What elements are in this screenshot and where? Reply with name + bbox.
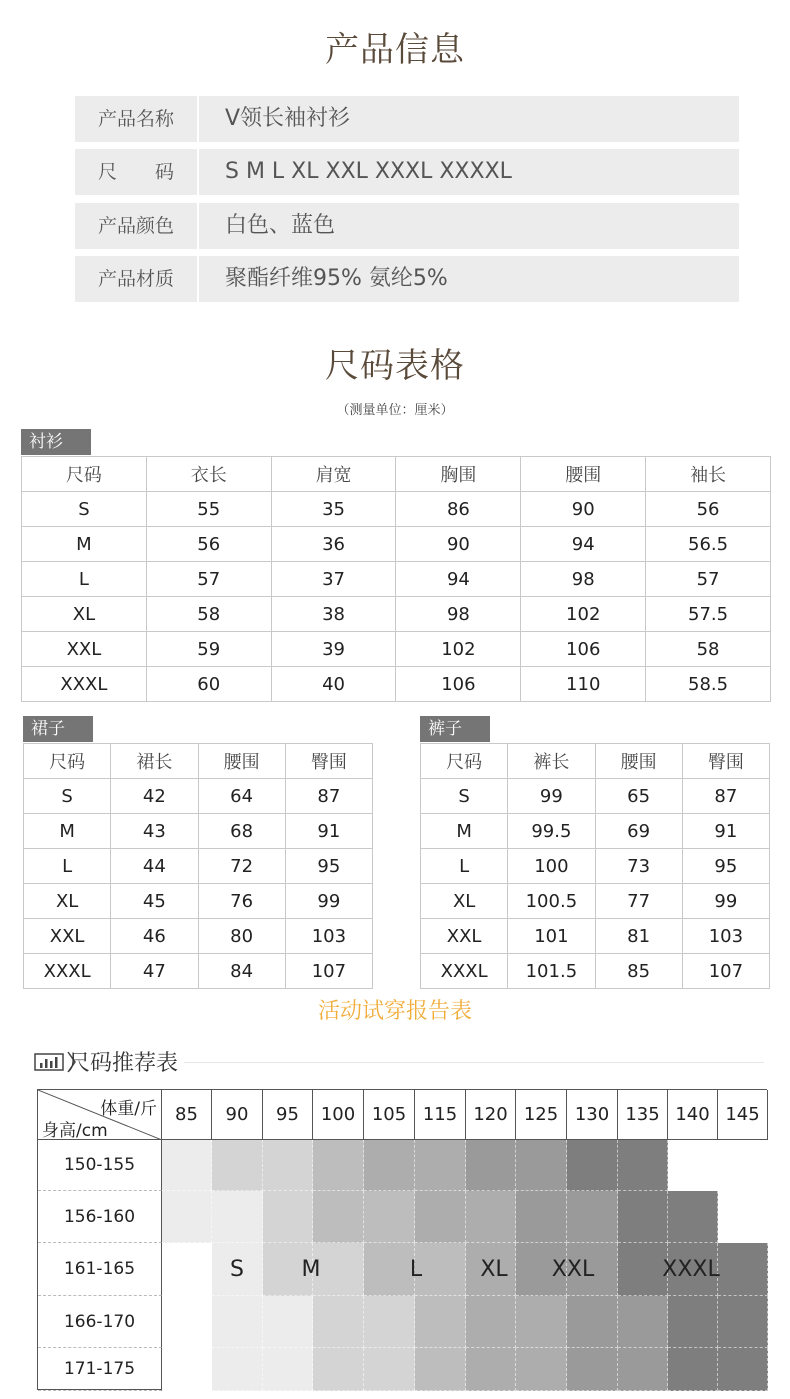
table-cell: 98 xyxy=(521,562,646,597)
table-header-cell: 裙长 xyxy=(111,744,198,779)
size-zone-cell xyxy=(263,1348,313,1391)
table-cell: 110 xyxy=(521,667,646,702)
table-row xyxy=(24,954,373,989)
info-value: 聚酯纤维95% 氨纶5% xyxy=(225,266,448,291)
table-cell: 106 xyxy=(521,632,646,667)
table-cell: 107 xyxy=(682,954,769,989)
skirt-tag: 裙子 xyxy=(23,716,93,742)
table-cell: 73 xyxy=(595,849,682,884)
table-cell: 94 xyxy=(396,562,521,597)
table-cell: 99 xyxy=(285,884,372,919)
table-header-cell: 肩宽 xyxy=(271,457,396,492)
table-cell: 100.5 xyxy=(508,884,595,919)
table-cell: 56 xyxy=(646,492,771,527)
size-zone-cell xyxy=(212,1140,263,1191)
size-chart-title: 尺码表格 xyxy=(325,346,465,386)
info-label: 产品名称 xyxy=(75,96,199,142)
info-label: 产品颜色 xyxy=(75,203,199,249)
table-cell: 42 xyxy=(111,779,198,814)
size-zone-cell xyxy=(212,1191,263,1243)
info-value: V领长袖衬衫 xyxy=(225,106,351,131)
weight-header: 95 xyxy=(263,1090,313,1140)
size-zone-cell xyxy=(668,1348,718,1391)
size-zone-cell xyxy=(618,1243,668,1296)
size-zone-cell xyxy=(415,1243,466,1296)
table-cell: M xyxy=(22,527,147,562)
size-zone-label: XL xyxy=(480,1257,508,1282)
table-cell: 103 xyxy=(682,919,769,954)
table-cell: 95 xyxy=(682,849,769,884)
info-row-color xyxy=(75,203,739,249)
table-row xyxy=(22,562,771,597)
table-cell: 101 xyxy=(508,919,595,954)
table-cell: 95 xyxy=(285,849,372,884)
table-header-cell: 袖长 xyxy=(646,457,771,492)
table-header-cell: 尺码 xyxy=(24,744,111,779)
table-cell: 100 xyxy=(508,849,595,884)
table-cell: M xyxy=(24,814,111,849)
table-cell: 98 xyxy=(396,597,521,632)
weight-header: 145 xyxy=(718,1090,768,1140)
table-header-row xyxy=(22,457,771,492)
info-row-material xyxy=(75,256,739,302)
size-zone-label: S xyxy=(230,1257,244,1282)
table-row xyxy=(22,632,771,667)
size-zone-cell xyxy=(313,1243,364,1296)
size-zone-label: XXXL xyxy=(662,1257,720,1282)
table-cell: S xyxy=(22,492,147,527)
table-cell: 86 xyxy=(396,492,521,527)
shirt-size-table xyxy=(21,456,771,702)
size-zone-cell xyxy=(313,1296,364,1348)
recommendation-title: 尺码推荐表 xyxy=(68,1051,179,1076)
table-cell: 58.5 xyxy=(646,667,771,702)
size-zone-cell xyxy=(364,1348,415,1391)
table-row xyxy=(24,849,373,884)
weight-header: 120 xyxy=(466,1090,516,1140)
table-cell: 102 xyxy=(396,632,521,667)
table-cell: 60 xyxy=(146,667,271,702)
divider xyxy=(184,1062,764,1063)
size-zone-cell xyxy=(364,1191,415,1243)
table-row xyxy=(24,779,373,814)
weight-header: 115 xyxy=(415,1090,466,1140)
size-zone-cell xyxy=(567,1140,618,1191)
table-cell: 36 xyxy=(271,527,396,562)
size-zone-cell xyxy=(212,1348,263,1391)
size-zone-cell xyxy=(162,1140,212,1191)
table-cell: XXXL xyxy=(22,667,147,702)
size-zone-cell xyxy=(415,1348,466,1391)
table-cell: L xyxy=(22,562,147,597)
size-zone-cell xyxy=(567,1296,618,1348)
table-cell: 77 xyxy=(595,884,682,919)
table-cell: 58 xyxy=(646,632,771,667)
size-zone-cell xyxy=(162,1296,212,1348)
size-zone-cell xyxy=(618,1296,668,1348)
info-row-name xyxy=(75,96,739,142)
size-zone-cell xyxy=(466,1296,516,1348)
size-zone-cell xyxy=(313,1191,364,1243)
activity-report-link[interactable]: 活动试穿报告表 xyxy=(317,999,472,1024)
table-cell: 101.5 xyxy=(508,954,595,989)
info-value: S M L XL XXL XXXL XXXXL xyxy=(225,159,512,184)
size-zone-cell xyxy=(718,1296,768,1348)
size-zone-cell xyxy=(516,1140,567,1191)
table-row xyxy=(22,597,771,632)
table-cell: 56 xyxy=(146,527,271,562)
table-cell: 43 xyxy=(111,814,198,849)
size-zone-cell xyxy=(162,1243,212,1296)
table-cell: 81 xyxy=(595,919,682,954)
size-recommendation-chart xyxy=(37,1089,767,1390)
size-zone-cell xyxy=(364,1243,415,1296)
size-zone-cell xyxy=(263,1140,313,1191)
table-cell: 72 xyxy=(198,849,285,884)
table-cell: 59 xyxy=(146,632,271,667)
size-zone-cell xyxy=(162,1191,212,1243)
skirt-size-table xyxy=(23,743,373,989)
pants-size-table xyxy=(420,743,770,989)
table-cell: XXL xyxy=(22,632,147,667)
size-zone-cell xyxy=(718,1140,768,1191)
table-cell: L xyxy=(421,849,508,884)
recommendation-header xyxy=(34,1046,764,1078)
table-cell: 99 xyxy=(682,884,769,919)
size-zone-cell xyxy=(415,1296,466,1348)
height-header: 171-175 xyxy=(38,1348,162,1391)
table-cell: 91 xyxy=(285,814,372,849)
table-cell: 39 xyxy=(271,632,396,667)
height-header: 156-160 xyxy=(38,1191,162,1243)
table-header-cell: 衣长 xyxy=(146,457,271,492)
table-header-cell: 腰围 xyxy=(198,744,285,779)
height-header: 161-165 xyxy=(38,1243,162,1296)
table-row xyxy=(22,527,771,562)
table-header-cell: 臀围 xyxy=(682,744,769,779)
size-zone-cell xyxy=(718,1191,768,1243)
product-info-title: 产品信息 xyxy=(325,30,465,70)
size-zone-cell xyxy=(516,1296,567,1348)
table-header-cell: 尺码 xyxy=(22,457,147,492)
size-zone-cell xyxy=(313,1140,364,1191)
table-cell: 107 xyxy=(285,954,372,989)
table-cell: L xyxy=(24,849,111,884)
info-value: 白色、蓝色 xyxy=(225,213,336,238)
size-zone-cell xyxy=(466,1348,516,1391)
table-cell: 45 xyxy=(111,884,198,919)
size-zone-label: L xyxy=(409,1257,423,1282)
table-cell: 57.5 xyxy=(646,597,771,632)
table-cell: 90 xyxy=(396,527,521,562)
table-cell: 57 xyxy=(146,562,271,597)
chart-icon xyxy=(34,1053,64,1071)
table-row xyxy=(22,667,771,702)
table-cell: 68 xyxy=(198,814,285,849)
size-zone-cell xyxy=(668,1140,718,1191)
size-zone-cell xyxy=(567,1191,618,1243)
table-cell: 102 xyxy=(521,597,646,632)
corner-header xyxy=(38,1090,162,1140)
table-cell: 76 xyxy=(198,884,285,919)
table-cell: 84 xyxy=(198,954,285,989)
weight-header: 90 xyxy=(212,1090,263,1140)
size-zone-cell xyxy=(668,1191,718,1243)
weight-header: 125 xyxy=(516,1090,567,1140)
table-cell: S xyxy=(24,779,111,814)
table-cell: 85 xyxy=(595,954,682,989)
table-header-cell: 尺码 xyxy=(421,744,508,779)
table-cell: XXL xyxy=(421,919,508,954)
table-row xyxy=(421,849,770,884)
size-zone-cell xyxy=(516,1191,567,1243)
size-zone-cell xyxy=(313,1348,364,1391)
weight-axis-label: 体重/斤 xyxy=(100,1099,157,1119)
table-cell: 44 xyxy=(111,849,198,884)
table-cell: 57 xyxy=(646,562,771,597)
table-cell: 40 xyxy=(271,667,396,702)
height-header: 166-170 xyxy=(38,1296,162,1348)
table-row xyxy=(24,884,373,919)
size-zone-cell xyxy=(718,1243,768,1296)
size-zone-cell xyxy=(263,1296,313,1348)
size-zone-cell xyxy=(466,1140,516,1191)
table-cell: 87 xyxy=(682,779,769,814)
weight-header: 135 xyxy=(618,1090,668,1140)
table-header-cell: 胸围 xyxy=(396,457,521,492)
height-header: 150-155 xyxy=(38,1140,162,1191)
weight-header: 105 xyxy=(364,1090,415,1140)
table-row xyxy=(24,919,373,954)
info-label: 产品材质 xyxy=(75,256,199,302)
table-cell: 90 xyxy=(521,492,646,527)
table-row xyxy=(22,492,771,527)
table-cell: 35 xyxy=(271,492,396,527)
size-zone-label: M xyxy=(301,1257,321,1282)
size-zone-cell xyxy=(415,1140,466,1191)
table-row xyxy=(421,919,770,954)
table-cell: 37 xyxy=(271,562,396,597)
size-zone-cell xyxy=(263,1191,313,1243)
size-zone-cell xyxy=(364,1296,415,1348)
table-cell: XL xyxy=(22,597,147,632)
table-cell: 91 xyxy=(682,814,769,849)
size-zone-cell xyxy=(364,1140,415,1191)
weight-header: 85 xyxy=(162,1090,212,1140)
size-zone-cell xyxy=(162,1348,212,1391)
table-header-cell: 臀围 xyxy=(285,744,372,779)
table-cell: S xyxy=(421,779,508,814)
table-row xyxy=(421,814,770,849)
table-cell: 106 xyxy=(396,667,521,702)
table-cell: 99 xyxy=(508,779,595,814)
size-zone-cell xyxy=(212,1296,263,1348)
table-row xyxy=(24,814,373,849)
table-row xyxy=(421,884,770,919)
info-row-size xyxy=(75,149,739,195)
table-row xyxy=(421,954,770,989)
table-cell: 87 xyxy=(285,779,372,814)
size-zone-cell xyxy=(668,1296,718,1348)
size-zone-cell xyxy=(415,1191,466,1243)
pants-tag: 裤子 xyxy=(420,716,490,742)
unit-note: （测量单位：厘米） xyxy=(336,403,454,418)
shirt-tag: 衬衫 xyxy=(21,429,91,455)
info-label: 尺 码 xyxy=(75,149,199,195)
height-axis-label: 身高/cm xyxy=(42,1121,108,1141)
size-zone-cell xyxy=(466,1191,516,1243)
table-cell: M xyxy=(421,814,508,849)
table-cell: 103 xyxy=(285,919,372,954)
table-cell: 58 xyxy=(146,597,271,632)
size-zone-label: XXL xyxy=(551,1257,595,1282)
weight-header: 140 xyxy=(668,1090,718,1140)
table-cell: 56.5 xyxy=(646,527,771,562)
size-zone-cell xyxy=(618,1348,668,1391)
table-cell: XXL xyxy=(24,919,111,954)
size-zone-cell xyxy=(567,1348,618,1391)
size-zone-cell xyxy=(718,1348,768,1391)
table-header-cell: 裤长 xyxy=(508,744,595,779)
table-header-cell: 腰围 xyxy=(595,744,682,779)
table-cell: XXXL xyxy=(24,954,111,989)
table-header-row xyxy=(421,744,770,779)
weight-header: 100 xyxy=(313,1090,364,1140)
size-zone-cell xyxy=(516,1348,567,1391)
size-zone-cell xyxy=(618,1191,668,1243)
table-cell: 38 xyxy=(271,597,396,632)
table-cell: 64 xyxy=(198,779,285,814)
table-header-row xyxy=(24,744,373,779)
table-cell: XXXL xyxy=(421,954,508,989)
table-cell: 99.5 xyxy=(508,814,595,849)
table-cell: 94 xyxy=(521,527,646,562)
table-cell: 69 xyxy=(595,814,682,849)
size-zone-cell xyxy=(618,1140,668,1191)
table-cell: 65 xyxy=(595,779,682,814)
table-cell: XL xyxy=(24,884,111,919)
table-row xyxy=(421,779,770,814)
weight-header: 130 xyxy=(567,1090,618,1140)
table-cell: 55 xyxy=(146,492,271,527)
table-cell: XL xyxy=(421,884,508,919)
table-header-cell: 腰围 xyxy=(521,457,646,492)
table-cell: 46 xyxy=(111,919,198,954)
table-cell: 47 xyxy=(111,954,198,989)
table-cell: 80 xyxy=(198,919,285,954)
